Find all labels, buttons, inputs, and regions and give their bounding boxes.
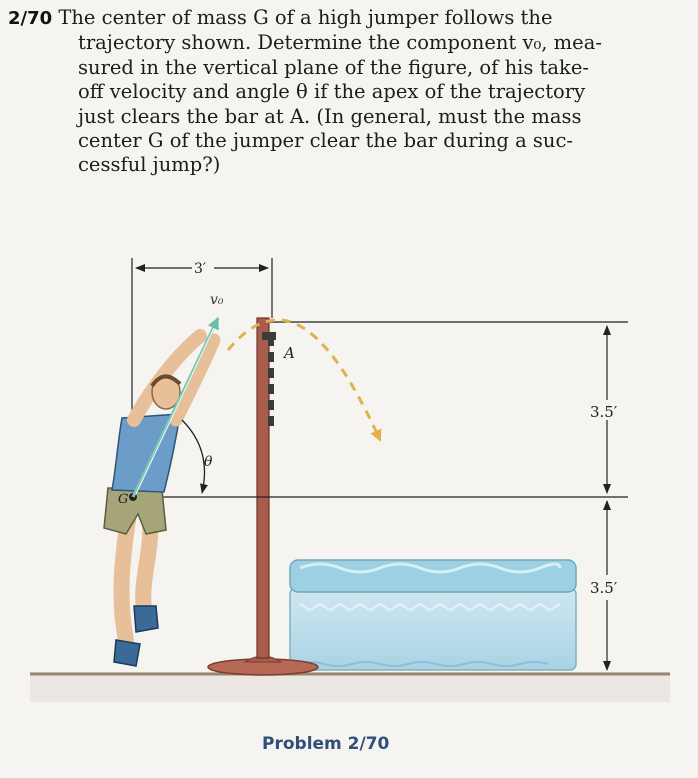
jumper-shoe-front <box>134 606 158 632</box>
problem-number: 2/70 <box>8 8 53 29</box>
problem-line-1: 2/70 The center of mass G of a high jumper follows the <box>8 6 553 29</box>
angle-label: θ <box>204 454 213 470</box>
jumper-leg-back <box>122 520 128 640</box>
bar-end <box>262 332 276 340</box>
angle-arc <box>182 420 205 493</box>
problem-line-5: just clears the bar at A. (In general, must the mass <box>78 104 582 128</box>
lower-dim-label: 3.5′ <box>590 579 618 597</box>
problem-line-6: center G of the jumper clear the bar during a suc- <box>78 129 573 153</box>
problem-line-4: off velocity and angle θ if the apex of the trajectory <box>78 80 586 104</box>
problem-line-2: trajectory shown. Determine the component v₀, mea- <box>78 31 602 55</box>
upper-dim-label: 3.5′ <box>590 403 618 421</box>
figure-caption: Problem 2/70 <box>262 734 390 754</box>
ground <box>30 672 670 702</box>
jumper-shirt <box>112 414 180 492</box>
trajectory-path <box>228 320 380 440</box>
problem-line-7: cessful jump?) <box>78 153 221 177</box>
point-a-label: A <box>284 344 295 362</box>
high-jump-post <box>257 318 269 658</box>
jumper-shoe-back <box>114 640 140 666</box>
horizontal-dim-label: 3′ <box>194 261 207 277</box>
landing-pad <box>290 560 576 670</box>
point-g-label: G <box>118 492 129 507</box>
problem-line-3: sured in the vertical plane of the figure, of his take- <box>78 55 589 79</box>
velocity-label: v₀ <box>210 292 224 308</box>
